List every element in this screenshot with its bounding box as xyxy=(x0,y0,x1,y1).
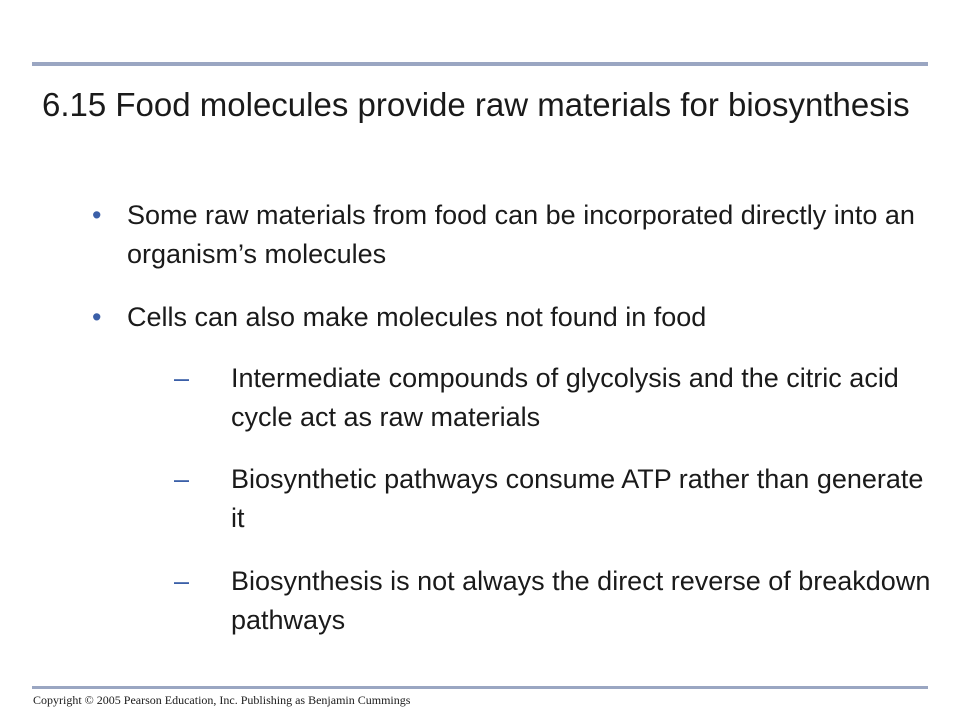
slide-title: 6.15 Food molecules provide raw materials for biosynthesis xyxy=(42,86,910,123)
copyright-footer: Copyright © 2005 Pearson Education, Inc. Publishing as Benjamin Cummings xyxy=(33,693,411,707)
sub-bullet-item xyxy=(174,359,934,439)
dash-icon: – xyxy=(174,566,190,596)
bullet-text: Cells can also make molecules not found in food xyxy=(127,302,707,332)
sub-bullet-item xyxy=(174,562,934,642)
bullet-dot-icon: • xyxy=(92,302,102,332)
bullet-text: Some raw materials from food can be incorporated directly into an organism’s molecules xyxy=(127,200,915,269)
bullet-item xyxy=(92,298,932,338)
dash-icon: – xyxy=(174,464,190,494)
dash-icon: – xyxy=(174,363,190,393)
sub-bullet-item xyxy=(174,460,934,540)
bullet-dot-icon: • xyxy=(92,200,102,230)
sub-bullet-text: Biosynthesis is not always the direct reverse of breakdown pathways xyxy=(231,566,931,635)
top-divider xyxy=(32,62,928,66)
bullet-item xyxy=(92,196,932,276)
sub-bullet-text: Biosynthetic pathways consume ATP rather than generate it xyxy=(231,464,924,533)
bottom-divider xyxy=(32,686,928,689)
sub-bullet-text: Intermediate compounds of glycolysis and the citric acid cycle act as raw materials xyxy=(231,363,899,432)
